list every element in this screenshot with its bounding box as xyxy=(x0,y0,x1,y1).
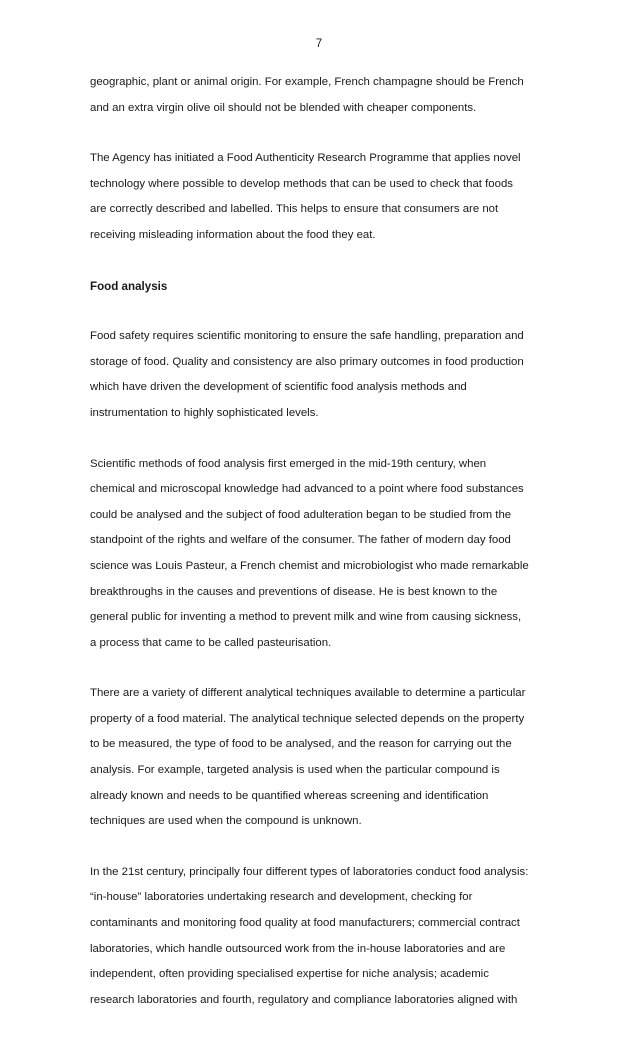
paragraph-history xyxy=(90,452,560,657)
text-line: analysis. For example, targeted analysis is used when the particular compound is xyxy=(90,764,500,777)
paragraph-origin xyxy=(90,70,560,121)
text-line: techniques are used when the compound is unknown. xyxy=(90,815,362,828)
text-line: storage of food. Quality and consistency are also primary outcomes in food production xyxy=(90,355,524,368)
paragraph-food-safety xyxy=(90,324,560,426)
text-line: In the 21st century, principally four different types of laboratories conduct food analysis: xyxy=(90,865,529,878)
text-line: to be measured, the type of food to be analysed, and the reason for carrying out the xyxy=(90,738,512,751)
paragraph-laboratories xyxy=(90,860,560,1014)
section-heading-food-analysis: Food analysis xyxy=(90,279,168,293)
paragraph-analytical-techniques xyxy=(90,681,560,835)
text-line: which have driven the development of scientific food analysis methods and xyxy=(90,381,467,394)
text-line: chemical and microscopal knowledge had advanced to a point where food substances xyxy=(90,483,524,496)
text-line: There are a variety of different analytical techniques available to determine a particular xyxy=(90,687,526,700)
text-line: already known and needs to be quantified whereas screening and identification xyxy=(90,789,489,802)
text-line: standpoint of the rights and welfare of the consumer. The father of modern day food xyxy=(90,534,511,547)
text-line: general public for inventing a method to prevent milk and wine from causing sickness, xyxy=(90,611,522,624)
text-line: property of a food material. The analytical technique selected depends on the property xyxy=(90,712,525,725)
text-line: science was Louis Pasteur, a French chemist and microbiologist who made remarkable xyxy=(90,559,529,572)
text-line: laboratories, which handle outsourced work from the in-house laboratories and are xyxy=(90,942,506,955)
text-line: breakthroughs in the causes and preventions of disease. He is best known to the xyxy=(90,585,498,598)
text-line: are correctly described and labelled. This helps to ensure that consumers are not xyxy=(90,203,499,216)
text-line: contaminants and monitoring food quality at food manufacturers; commercial contract xyxy=(90,917,520,930)
text-line: technology where possible to develop methods that can be used to check that foods xyxy=(90,177,513,190)
text-line: a process that came to be called pasteurisation. xyxy=(90,636,332,649)
page-number: 7 xyxy=(315,38,323,50)
text-line: independent, often providing specialised expertise for niche analysis; academic xyxy=(90,968,489,981)
text-line: Food safety requires scientific monitoring to ensure the safe handling, preparation and xyxy=(90,330,524,343)
text-line: Scientific methods of food analysis first emerged in the mid-19th century, when xyxy=(90,457,487,470)
text-line: and an extra virgin olive oil should not be blended with cheaper components. xyxy=(90,101,477,114)
document-body xyxy=(90,70,560,1038)
text-line: research laboratories and fourth, regulatory and compliance laboratories aligned with xyxy=(90,993,518,1006)
text-line: geographic, plant or animal origin. For example, French champagne should be French xyxy=(90,76,524,88)
text-line: could be analysed and the subject of food adulteration began to be studied from the xyxy=(90,508,512,521)
text-line: “in-house” laboratories undertaking research and development, checking for xyxy=(90,891,473,904)
text-line: receiving misleading information about the food they eat. xyxy=(90,228,376,241)
text-line: The Agency has initiated a Food Authenticity Research Programme that applies novel xyxy=(90,152,521,165)
paragraph-authenticity-programme xyxy=(90,146,560,248)
text-line: instrumentation to highly sophisticated levels. xyxy=(90,406,319,419)
